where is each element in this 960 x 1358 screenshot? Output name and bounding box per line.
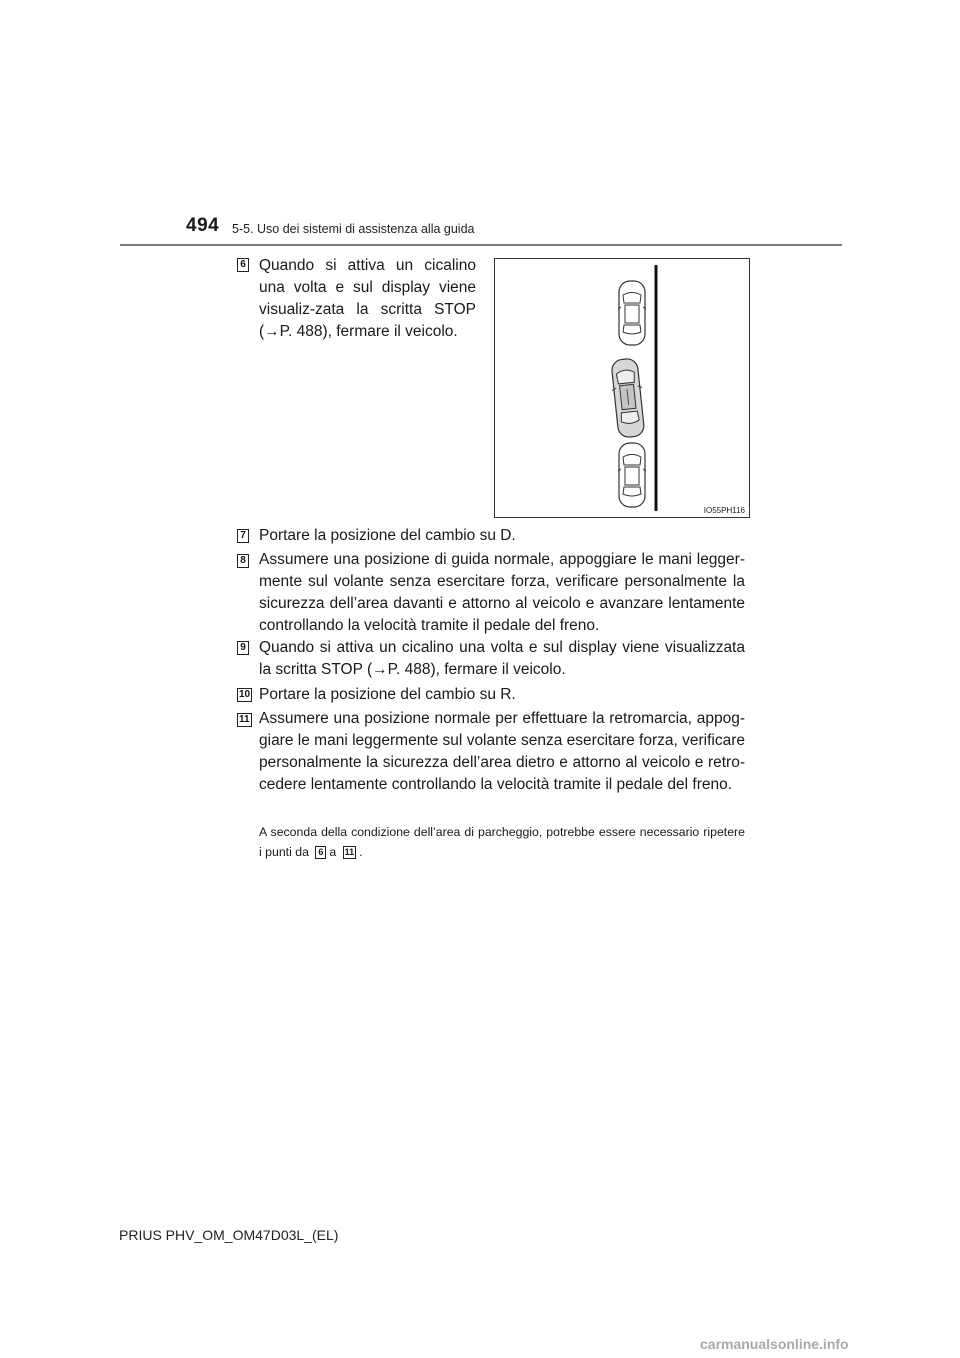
page-number: 494 [186,215,220,236]
document-id-footer: PRIUS PHV_OM_OM47D03L_(EL) [119,1227,339,1243]
note-end: . [359,845,363,859]
parked-car-rear [618,443,646,507]
step-9-badge: 9 [237,641,249,655]
note-connector: a [329,845,337,859]
parking-illustration [494,258,750,518]
step-10-badge: 10 [239,689,251,700]
step-7-badge: 7 [237,529,249,543]
maneuvering-car [609,358,647,439]
note-to-step-badge: 11 [344,847,355,858]
header-divider [120,244,842,246]
watermark: carmanualsonline.info [700,1336,849,1352]
note-text [259,822,745,862]
step-6-text: Quando si attiva un cicalino una volta e sul display viene visualiz-zata la scritta STOP (→P. 488), fermare il veicolo. [259,257,476,340]
note-from-step-badge: 6 [315,846,326,859]
step-11-badge: 11 [239,714,250,725]
step-11-text: Assumere una posizione normale per effettuare la retromarcia, appog-giare le mani leggermente sul volante senza esercitare forza, verificare personalmente la sicurezza dell’area dietro e attorno al veicolo e retro-cedere lentamente controllando la velocità tramite il pedale del freno. [259,710,745,793]
parked-car-front [618,281,646,345]
step-10-text: Portare la posizione del cambio su R. [259,686,516,703]
step-8-badge: 8 [237,554,249,568]
note-body: A seconda della condizione dell’area di parcheggio, potrebbe essere necessario ripetere i punti da [259,825,745,859]
figure-code: IO55PH116 [703,506,745,515]
section-title: 5-5. Uso dei sistemi di assistenza alla guida [232,222,475,236]
parking-diagram [495,259,749,517]
step-7-text: Portare la posizione del cambio su D. [259,527,516,544]
step-8-text: Assumere una posizione di guida normale, appoggiare le mani legger-mente sul volante senza esercitare forza, verificare personalmente la sicurezza dell’area davanti e attorno al veicolo e avanzare lentamente controllando la velocità tramite il pedale del freno. [259,551,745,634]
step-9-text: Quando si attiva un cicalino una volta e sul display viene visualizzata la scritta STOP (→P. 488), fermare il veicolo. [259,639,745,678]
step-6-badge: 6 [237,258,249,272]
